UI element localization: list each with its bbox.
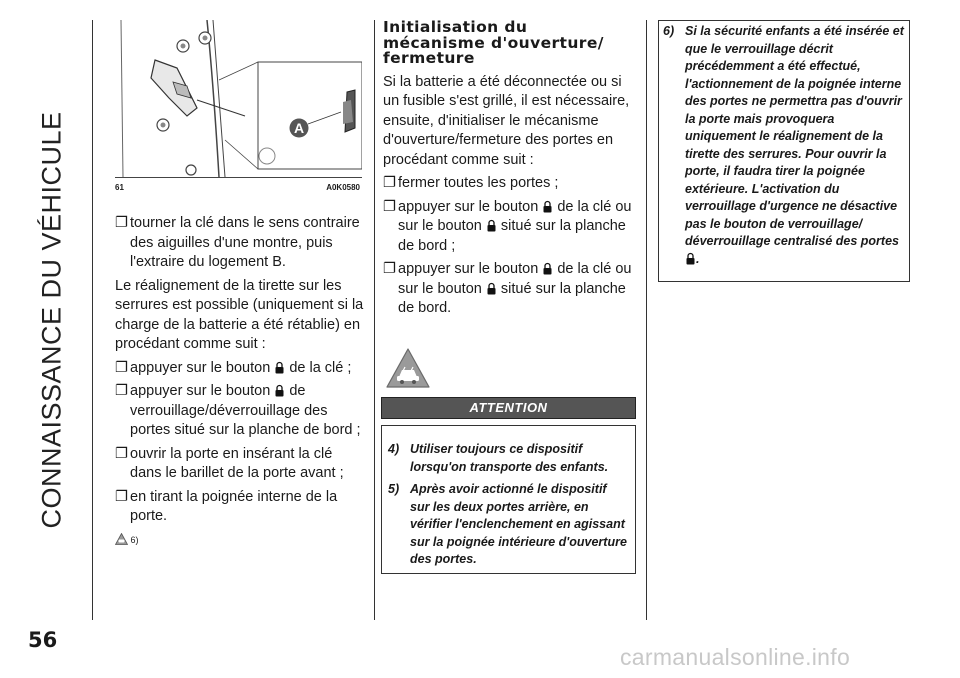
note-box — [658, 20, 910, 282]
list-item: ❐ appuyer sur le bouton de la clé ; — [115, 359, 365, 379]
figure-number: 61 — [115, 183, 124, 192]
list-item: ❐ en tirant la poignée interne de la porte. — [115, 488, 338, 524]
checkbox-icon: ❐ — [383, 198, 396, 215]
note-item: 5) Après avoir actionné le dispositif sur les deux portes arrière, en vérifier l'enclenchement en agissant sur la poignée intérieure d'ouverture des portes. — [388, 482, 627, 566]
lock-icon — [543, 262, 552, 275]
checkbox-icon: ❐ — [115, 488, 128, 505]
column-1 — [115, 214, 365, 550]
note-reference: 6) — [115, 531, 365, 551]
warning-car-icon — [385, 347, 431, 389]
column-2 — [383, 20, 639, 323]
lock-icon — [686, 252, 695, 265]
checkbox-icon: ❐ — [115, 215, 128, 231]
figure-caption — [115, 177, 362, 192]
list-item: ❐ appuyer sur le bouton de verrouillage/déverrouillage des portes situé sur la planche de bord ; — [115, 383, 361, 438]
list-item: ❐ ouvrir la porte en insérant la clé dans le barillet de la porte avant ; — [115, 445, 344, 481]
figure-door-lock — [115, 20, 362, 177]
attention-banner: ATTENTION — [381, 397, 636, 419]
note-item: 4) Utiliser toujours ce dispositif lorsqu'on transporte des enfants. — [388, 442, 609, 474]
page-number: 56 — [28, 628, 58, 652]
list-item: ❐ tourner la clé dans le sens contraire des aiguilles d'une montre, puis l'extraire du logement B. — [115, 215, 360, 270]
checkbox-icon: ❐ — [115, 383, 128, 399]
door-latch-illustration — [115, 20, 362, 177]
attention-box — [381, 425, 636, 574]
margin-rule — [92, 20, 93, 620]
section-title-vertical: CONNAISSANCE DU VÉHICULE — [36, 111, 67, 529]
lock-icon — [275, 361, 284, 374]
lock-icon — [275, 384, 284, 397]
list-item: ❐ appuyer sur le bouton de la clé ou sur le bouton situé sur la planche de bord ; — [383, 198, 632, 254]
checkbox-icon: ❐ — [383, 261, 396, 277]
column-rule-2 — [646, 20, 647, 620]
paragraph: Le réalignement de la tirette sur les serrures est possible (uniquement si la charge de la batterie a été rétablie) en procédant comme suit : — [115, 277, 364, 352]
warning-small-icon — [115, 533, 128, 545]
paragraph: Si la batterie a été déconnectée ou si un fusible s'est grillé, il est nécessaire, ensuite, d'initialiser le mécanisme d'ouverture/fermeture des portes en procédant comme suit : — [383, 73, 630, 168]
list-item: ❐ appuyer sur le bouton de la clé ou sur le bouton situé sur la planche de bord. — [383, 261, 632, 316]
note-item: 6) Si la sécurité enfants a été insérée et que le verrouillage décrit précédemment a été effectué, l'actionnement de la poignée interne des portes ne permettra pas d'ouvrir la porte mais provoquera uniquement le réalignement de la tirette des serrures. Pour ouvrir la porte, il faudra tirer la poignée extérieure. L'activation du verrouillage d'urgence ne désactive pas le bouton de verrouillage/ déverrouillage centralisé des portes . — [663, 24, 904, 266]
lock-icon — [487, 282, 496, 295]
list-item: ❐ fermer toutes les portes ; — [383, 174, 639, 194]
checkbox-icon: ❐ — [383, 175, 396, 191]
callout-a-label: A — [293, 120, 305, 136]
figure-code: A0K0580 — [326, 183, 360, 192]
lock-icon — [543, 200, 552, 213]
lock-icon — [487, 219, 496, 232]
checkbox-icon: ❐ — [115, 359, 128, 376]
column-rule-1 — [374, 20, 375, 620]
section-heading: Initialisation du mécanisme d'ouverture/ fermeture — [383, 18, 604, 67]
checkbox-icon: ❐ — [115, 445, 128, 462]
watermark: carmanualsonline.info — [620, 644, 851, 670]
